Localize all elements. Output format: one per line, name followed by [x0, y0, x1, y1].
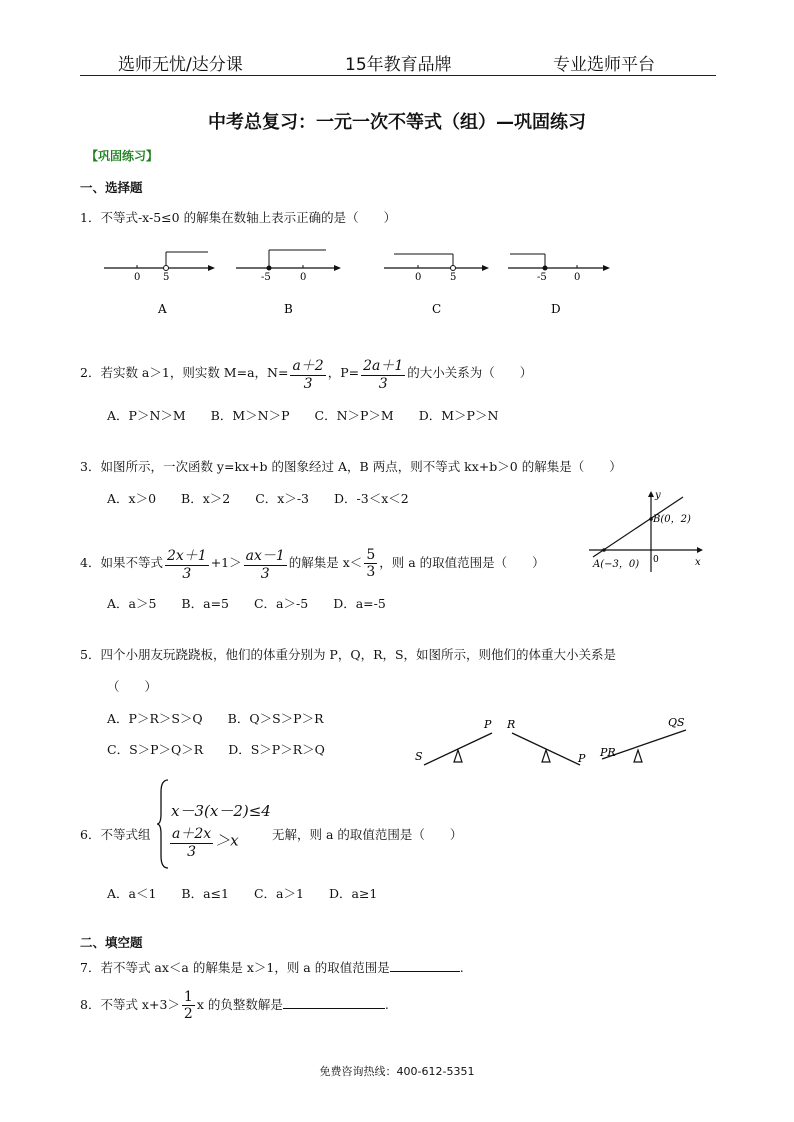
q2-frac-n: [290, 355, 325, 392]
q4-mid2: 的解集是 x＜: [288, 555, 363, 570]
q5-seesaw-2: [506, 718, 586, 765]
q2-mid: ，P=: [327, 365, 360, 380]
q2-frac-n-den: 3: [303, 376, 313, 392]
q4-text: [80, 545, 545, 582]
q6-options: A．a＜1 B．a≤1 C．a＞1 D．a≥1: [107, 886, 378, 901]
q4-frac-3: [364, 547, 377, 580]
q3-y-label: y: [655, 490, 661, 501]
q2-post: 的大小关系为（ ）: [407, 365, 533, 380]
q5-s3-left: PR: [600, 746, 616, 759]
q5-s3-right: QS: [668, 716, 685, 729]
q5-paren: （ ）: [107, 679, 158, 694]
q1-fig-d: [508, 254, 610, 316]
q5-options-1: A．P＞R＞S＞Q B．Q＞S＞P＞R: [107, 711, 324, 726]
q6-frac-num: a＋2x: [170, 823, 213, 844]
q6-frac: [170, 823, 213, 860]
q5-options-2: C．S＞P＞Q＞R D．S＞P＞R＞Q: [107, 742, 325, 757]
q7-body: 7．若不等式 ax＜a 的解集是 x＞1，则 a 的取值范围是: [80, 960, 390, 975]
q8-pre: 8．不等式 x+3＞: [80, 997, 180, 1012]
q1-d-tick-1: 0: [574, 272, 581, 283]
q2-pre: 2．若实数 a＞1，则实数 M=a，N=: [80, 365, 289, 380]
header-rule: [80, 75, 716, 76]
q4-post: ，则 a 的取值范围是（ ）: [379, 555, 545, 570]
header-left: 选师无忧/达分课: [118, 55, 243, 75]
q2-frac-p: [361, 355, 405, 392]
q1-c-tick-1: 5: [450, 272, 457, 283]
q6-line2: [168, 823, 239, 860]
q4-options: A．a＞5 B．a=5 C．a＞-5 D．a=-5: [107, 596, 386, 611]
q4-frac-1: [165, 545, 209, 582]
header-right: 专业选师平台: [553, 55, 655, 75]
q8-end: .: [384, 997, 389, 1012]
q5-s1-right: P: [484, 718, 492, 731]
q1-fig-a: [104, 252, 215, 316]
q1-fig-b: [236, 250, 341, 316]
q1-a-tick-1: 5: [163, 272, 170, 283]
q4-frac-2: [244, 545, 287, 582]
q4-frac-2-den: 3: [260, 566, 270, 582]
q6-frac-den: 3: [187, 844, 197, 860]
q8-frac: [182, 989, 195, 1022]
q1-b-tick-1: 0: [300, 272, 307, 283]
q1-c-tick-0: 0: [415, 272, 422, 283]
q5-seesaw-1: [415, 718, 492, 765]
page-title: 中考总复习：一元一次不等式（组）—巩固练习: [208, 112, 586, 133]
q4-frac-3-num: 5: [366, 547, 376, 563]
q8-frac-den: 2: [183, 1006, 193, 1022]
q4-frac-1-den: 3: [182, 566, 192, 582]
q4-mid1: +1＞: [210, 555, 242, 570]
section-tag: 【巩固练习】: [86, 149, 159, 163]
q2-options: A．P＞N＞M B．M＞N＞P C．N＞P＞M D．M＞P＞N: [107, 408, 499, 423]
q7-end: .: [459, 960, 464, 975]
q8-blank[interactable]: [283, 1008, 385, 1009]
q1-fig-c: [384, 254, 489, 316]
q4-pre: 4．如果不等式: [80, 555, 163, 570]
q4-frac-2-num: ax－1: [244, 545, 287, 566]
q2-frac-p-num: 2a＋1: [361, 355, 405, 376]
footer-hotline: 免费咨询热线：400-612-5351: [319, 1065, 475, 1078]
q3-text: 3．如图所示，一次函数 y=kx+b 的图象经过 A，B 两点，则不等式 kx+b＞0 的解集是（ ）: [80, 459, 622, 474]
q5-s2-right: P: [578, 752, 586, 765]
section-fill: 二、填空题: [80, 935, 143, 950]
q6-tail: ＞x: [215, 831, 239, 850]
q6-pre: 6．不等式组: [80, 827, 151, 842]
q1-d-tick-0: -5: [537, 272, 547, 283]
q5-seesaws: [412, 712, 702, 772]
q7-text: [80, 958, 464, 976]
q1-b-letter: B: [284, 302, 293, 316]
q6-line1: x－3(x－2)≤4: [171, 802, 271, 820]
q1-number-lines: [98, 240, 618, 325]
q1-a-tick-0: 0: [134, 272, 141, 283]
q7-blank[interactable]: [390, 971, 460, 972]
section-choice: 一、选择题: [80, 180, 143, 195]
q5-s1-left: S: [415, 750, 423, 763]
q3-a-label: A(−3，0): [593, 559, 640, 570]
q8-post: x 的负整数解是: [196, 997, 283, 1012]
q1-text: 1．不等式-x-5≤0 的解集在数轴上表示正确的是（ ）: [80, 210, 397, 225]
q4-frac-3-den: 3: [366, 564, 376, 580]
q8-text: [80, 989, 389, 1022]
q3-options: A．x＞0 B．x＞2 C．x＞-3 D．-3＜x＜2: [107, 491, 409, 506]
q2-text: [80, 355, 532, 392]
q3-b-label: B(0，2): [653, 514, 691, 525]
q2-frac-n-num: a＋2: [290, 355, 325, 376]
q6-post: 无解，则 a 的取值范围是（ ）: [272, 827, 463, 842]
q1-a-letter: A: [158, 302, 167, 316]
q3-graph: [583, 487, 708, 577]
header-center: 15年教育品牌: [345, 55, 452, 75]
q5-text: 5．四个小朋友玩跷跷板，他们的体重分别为 P，Q，R，S，如图所示，则他们的体重大小关系是: [80, 647, 617, 662]
q8-frac-num: 1: [183, 989, 193, 1005]
q3-x-label: x: [695, 557, 701, 568]
q2-frac-p-den: 3: [378, 376, 388, 392]
q4-frac-1-num: 2x＋1: [165, 545, 209, 566]
q1-c-letter: C: [432, 302, 442, 316]
q1-d-letter: D: [551, 302, 561, 316]
q1-b-tick-0: -5: [261, 272, 271, 283]
q5-s2-left: R: [507, 718, 516, 731]
q3-origin-label: 0: [653, 555, 659, 565]
q5-seesaw-3: [599, 716, 686, 762]
